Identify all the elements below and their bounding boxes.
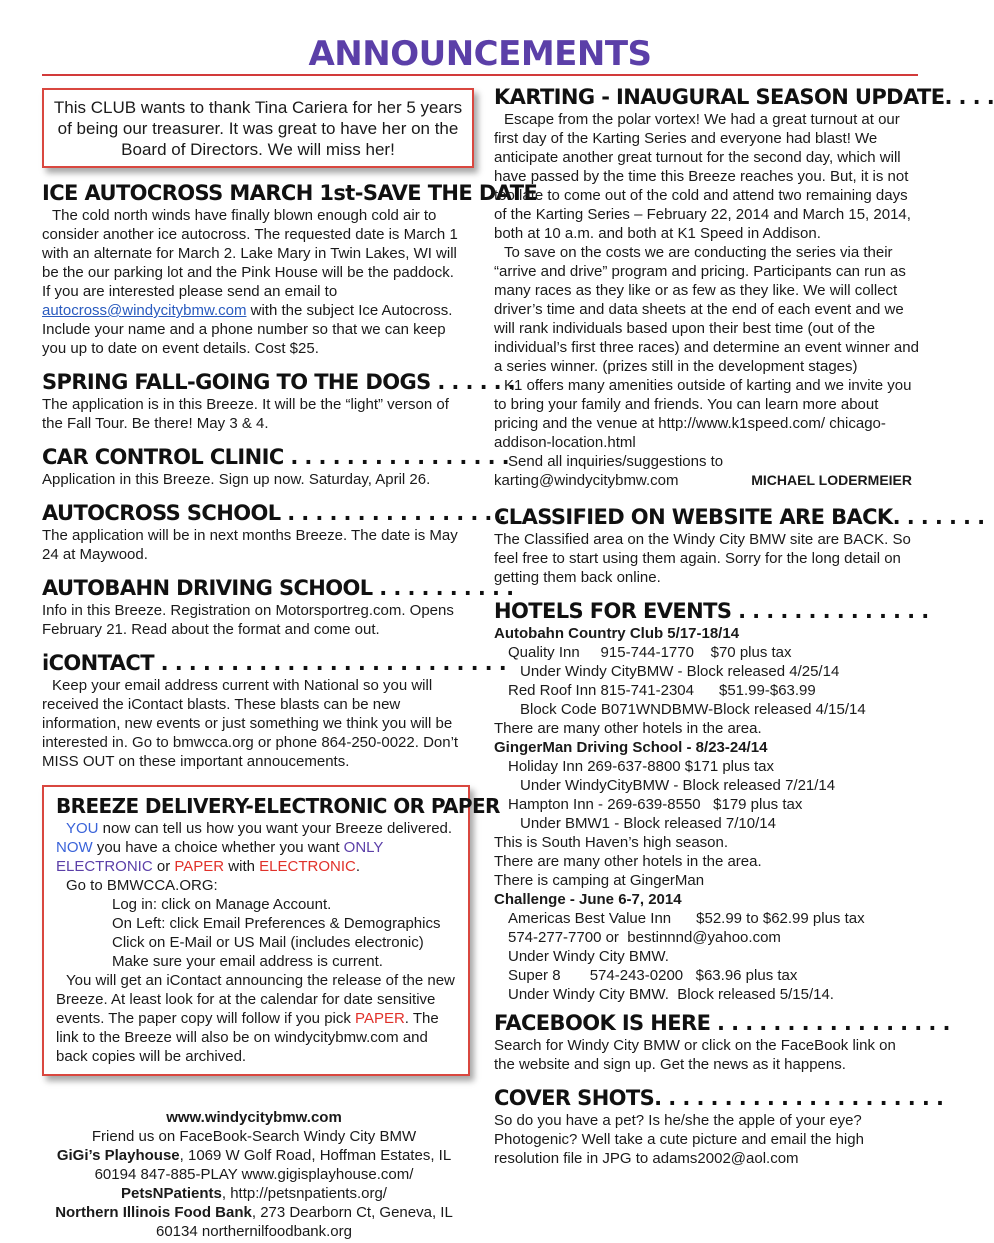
footer-info xyxy=(42,1108,466,1241)
icontact-section xyxy=(42,650,507,771)
car-control-section xyxy=(42,444,510,489)
breeze-delivery-box xyxy=(42,785,500,1076)
icontact-heading: iCONTACT . . . . . . . . . . . . . . . . . . . . . . . . . xyxy=(42,651,507,675)
classified-heading: CLASSIFIED ON WEBSITE ARE BACK. . . . . . . xyxy=(494,505,985,529)
hotel-line: Under Windy City BMW. xyxy=(508,948,669,965)
breeze-icontact-text: You will get an iContact announcing the release of the new Breeze. At least look for at the calendar for date sensitive events. The paper copy will follow if you pick PAPER. The link to the Breeze will also be on windycitybmw.com and back copies will be archived. xyxy=(56,972,455,1065)
cover-shots-section xyxy=(494,1085,944,1168)
ice-autocross-heading: ICE AUTOCROSS MARCH 1st-SAVE THE DATE xyxy=(42,181,538,205)
autocross-email-link[interactable]: autocross@windycitybmw.com xyxy=(42,302,247,319)
pets-info: PetsNPatients, http://petsnpatients.org/ xyxy=(121,1185,387,1202)
hotel-event-title: Autobahn Country Club 5/17-18/14 xyxy=(494,625,740,642)
cover-shots-heading: COVER SHOTS. . . . . . . . . . . . . . . . . . . . . xyxy=(494,1086,944,1110)
autobahn-text: Info in this Breeze. Registration on Motorsportreg.com. Opens February 21. Read about the format and come out. xyxy=(42,602,454,638)
karting-signature xyxy=(494,471,920,490)
facebook-section xyxy=(494,1010,950,1074)
hotel-line: Holiday Inn 269-637-8800 $171 plus tax xyxy=(508,758,775,775)
cover-shots-text: So do you have a pet? Is he/she the apple of your eye? Photogenic? Well take a cute picture and email the high resolution file in JPG to adams2002@aol.com xyxy=(494,1112,864,1167)
food-bank-info: Northern Illinois Food Bank, 273 Dearborn Ct, Geneva, IL 60134 northernilfoodbank.org xyxy=(55,1204,453,1240)
breeze-step-3: Click on E-Mail or US Mail (includes electronic) xyxy=(112,934,424,951)
hotels-section xyxy=(494,598,929,1004)
car-control-heading: CAR CONTROL CLINIC . . . . . . . . . . . . . . . . xyxy=(42,445,510,469)
hotel-line: There are many other hotels in the area. xyxy=(494,853,762,870)
hotel-event-title: GingerMan Driving School - 8/23-24/14 xyxy=(494,739,768,756)
spring-fall-section xyxy=(42,369,516,433)
karting-email[interactable]: karting@windycitybmw.com xyxy=(494,472,679,489)
hotel-line: Americas Best Value Inn $52.99 to $62.99 plus tax xyxy=(508,910,865,927)
right-column xyxy=(494,84,994,1168)
breeze-step-4: Make sure your email address is current. xyxy=(112,953,383,970)
autocross-school-heading: AUTOCROSS SCHOOL . . . . . . . . . . . . . . . . xyxy=(42,501,506,525)
breeze-goto: Go to BMWCCA.ORG: xyxy=(66,877,218,894)
autobahn-section xyxy=(42,575,514,639)
autocross-school-text: The application will be in next months Breeze. The date is May 24 at Maywood. xyxy=(42,527,458,563)
hotel-line: There are many other hotels in the area. xyxy=(494,720,762,737)
karting-text-1: Escape from the polar vortex! We had a great turnout at our first day of the Karting Series and everyone had blast! We anticipate another great turnout for the second day, which will have passed by the time this Breeze reaches you. But, it is not too late to come out of the cold and attend two remaining days of the Karting Series – February 22, 2014 and March 15, 2014, both at 10 a.m. and both at K1 Speed in Addison. xyxy=(494,111,911,242)
hotel-line: Quality Inn 915-744-1770 $70 plus tax xyxy=(508,644,792,661)
hotel-line: Red Roof Inn 815-741-2304 $51.99-$63.99 xyxy=(508,682,816,699)
car-control-text: Application in this Breeze. Sign up now. Saturday, April 26. xyxy=(42,471,431,488)
hotel-line: 574-277-7700 or bestinnnd@yahoo.com xyxy=(508,929,781,946)
spring-fall-heading: SPRING FALL-GOING TO THE DOGS . . . . . . xyxy=(42,370,516,394)
facebook-text: Search for Windy City BMW or click on the FaceBook link on the website and sign up. Get the news as it happens. xyxy=(494,1037,896,1073)
hotel-line: Under Windy City BMW. Block released 5/15/14. xyxy=(508,986,834,1003)
facebook-heading: FACEBOOK IS HERE . . . . . . . . . . . . . . . . . xyxy=(494,1011,950,1035)
hotel-line: Hampton Inn - 269-639-8550 $179 plus tax xyxy=(508,796,803,813)
gigi-info: GiGi’s Playhouse, 1069 W Golf Road, Hoffman Estates, IL 60194 847-885-PLAY www.gigisplayhouse.com/ xyxy=(56,1147,452,1183)
icontact-text: Keep your email address current with National so you will received the iContact blasts. These blasts can be new information, new events or just something we think you will be interested in. Go to bmwcca.org or phone 864-250-0022. Don’t MISS OUT on these important annoucements. xyxy=(42,677,459,770)
hotels-heading: HOTELS FOR EVENTS . . . . . . . . . . . . . . xyxy=(494,599,929,623)
hotel-line: This is South Haven’s high season. xyxy=(494,834,729,851)
karting-heading: KARTING - INAUGURAL SEASON UPDATE. . . . xyxy=(494,85,994,109)
ice-autocross-text: The cold north winds have finally blown enough cold air to consider another ice autocross. The requested date is March 1 with an alternate for March 2. Lake Mary in Twin Lakes, WI will be the our parking lot and the Pink House will be the paddock. If you are interested please send an email to autocross@windycitybmw.com with the subject Ice Autocross. Include your name and a phone number so that we can keep you up to date on event details. Cost $25. xyxy=(42,207,458,357)
hotel-line: Super 8 574-243-0200 $63.96 plus tax xyxy=(508,967,798,984)
karting-section xyxy=(494,84,994,490)
breeze-step-1: Log in: click on Manage Account. xyxy=(112,896,332,913)
karting-author: MICHAEL LODERMEIER xyxy=(751,472,912,488)
thanks-box: This CLUB wants to thank Tina Cariera for her 5 years of being our treasurer. It was great to have her on the Board of Directors. We will miss her! xyxy=(42,88,474,168)
classified-text: The Classified area on the Windy City BMW site are BACK. So feel free to start using them again. Sorry for the long detail on getting them back online. xyxy=(494,531,911,586)
breeze-heading: BREEZE DELIVERY-ELECTRONIC OR PAPER xyxy=(56,794,500,818)
classified-section xyxy=(494,504,985,587)
website-link[interactable]: www.windycitybmw.com xyxy=(166,1109,342,1126)
hotel-line: There is camping at GingerMan xyxy=(494,872,705,889)
autobahn-heading: AUTOBAHN DRIVING SCHOOL . . . . . . . . . . xyxy=(42,576,514,600)
hotel-line: Under Windy CityBMW - Block released 4/25/14 xyxy=(520,663,840,680)
hotel-event-title: Challenge - June 6-7, 2014 xyxy=(494,891,682,908)
hotel-line: Under BMW1 - Block released 7/10/14 xyxy=(520,815,776,832)
breeze-choice-text: YOU now can tell us how you want your Breeze delivered. NOW you have a choice whether you want ONLY ELECTRONIC or PAPER with ELECTRONIC. xyxy=(56,820,453,875)
page-title: ANNOUNCEMENTS xyxy=(308,34,652,74)
hotel-line: Block Code B071WNDBMW-Block released 4/15/14 xyxy=(520,701,866,718)
hotel-line: Under WindyCityBMW - Block released 7/21/14 xyxy=(520,777,836,794)
autocross-school-section xyxy=(42,500,506,564)
hotel-list xyxy=(494,624,920,1004)
title-divider xyxy=(42,74,918,76)
karting-text-2: To save on the costs we are conducting the series via their “arrive and drive” program and pricing. Participants can run as many races as they like or as few as they like. We will collect driver’s time and data sheets at the end of each event and we will rank individuals based upon their best time (out of the individual’s first three races) and determine an event winner and a series winner. (prizes still in the development stages) xyxy=(494,244,919,375)
breeze-step-2: On Left: click Email Preferences & Demographics xyxy=(112,915,441,932)
left-column xyxy=(42,84,538,1241)
karting-text-4: Send all inquiries/suggestions to xyxy=(508,453,724,470)
facebook-note: Friend us on FaceBook-Search Windy City BMW xyxy=(91,1128,417,1145)
ice-autocross-section xyxy=(42,180,538,358)
karting-text-3: K1 offers many amenities outside of karting and we invite you to bring your family and friends. You can learn more about pricing and the venue at http://www.k1speed.com/ chicago-addison-location.html xyxy=(494,377,912,451)
spring-fall-text: The application is in this Breeze. It will be the “light” verson of the Fall Tour. Be there! May 3 & 4. xyxy=(42,396,449,432)
